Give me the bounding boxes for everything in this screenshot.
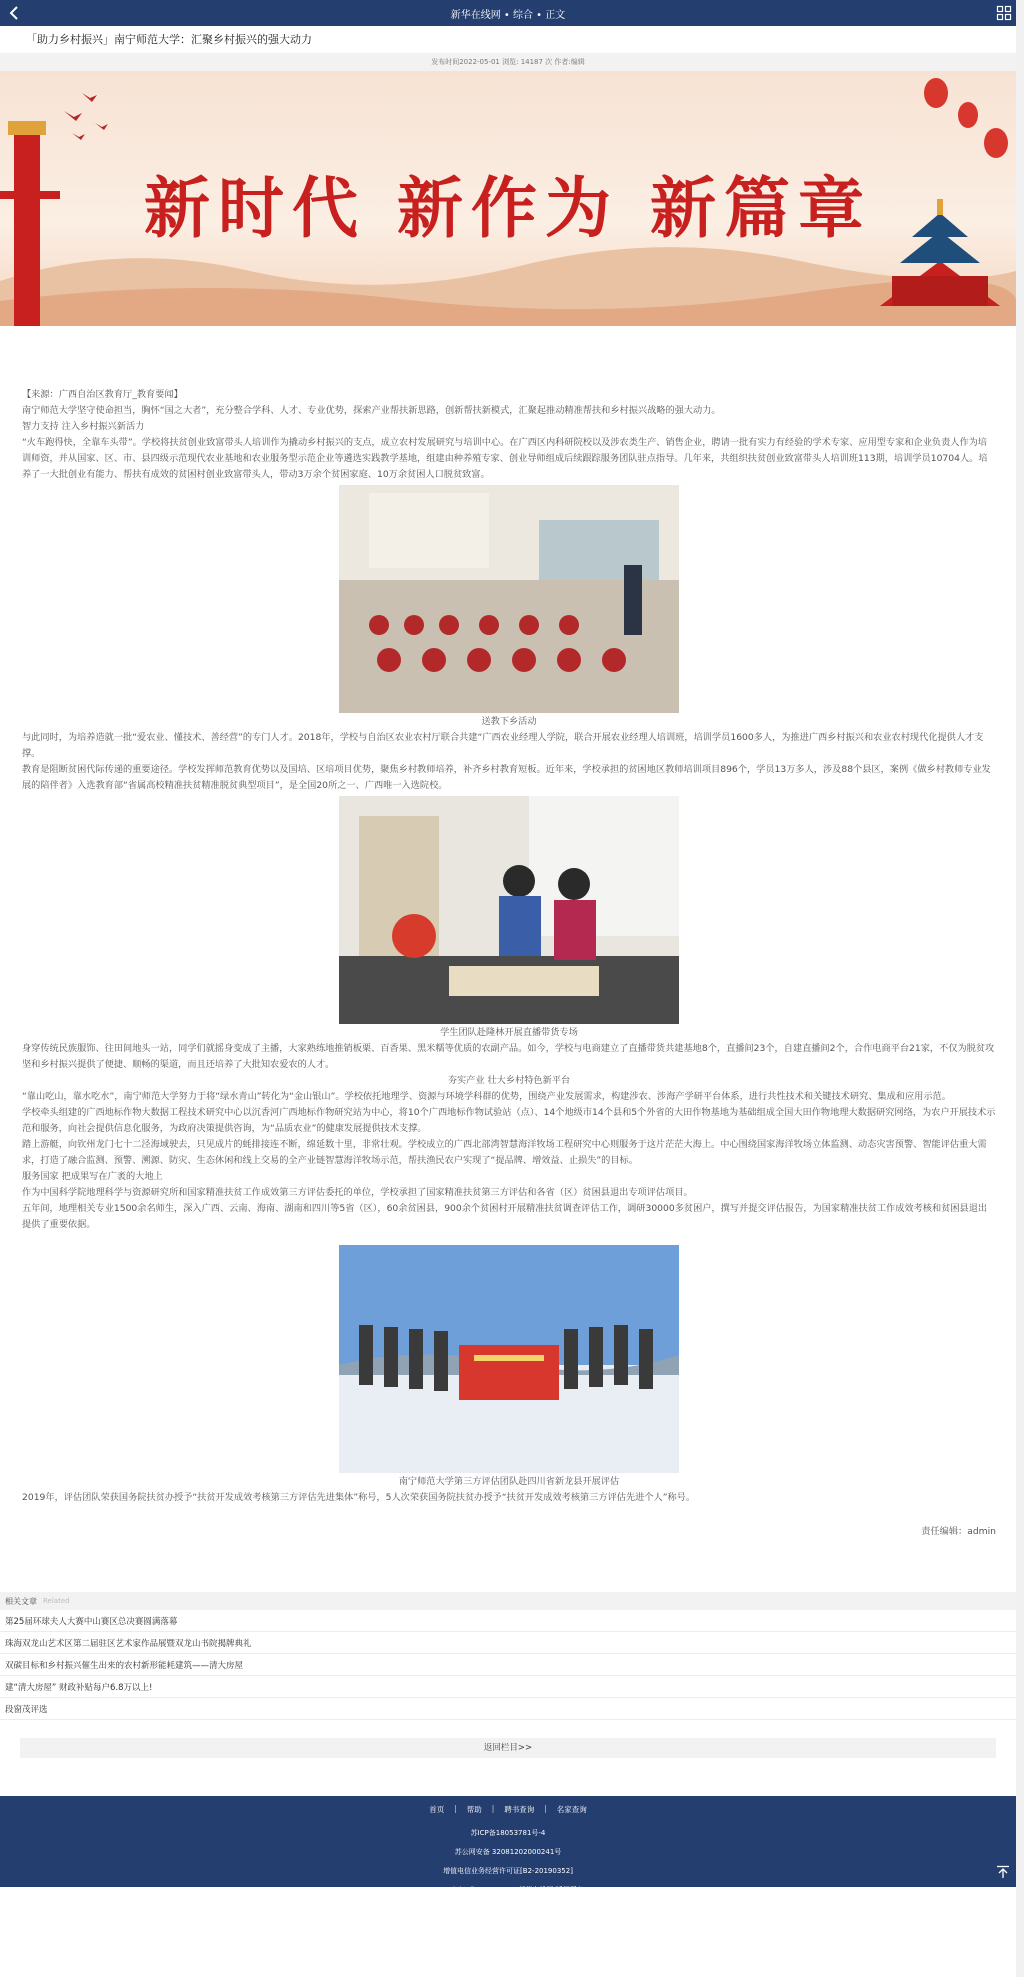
breadcrumb: 新华在线网 • 综合 • 正文 <box>450 9 566 21</box>
article-paragraph: “火车跑得快，全靠车头带”。学校将扶贫创业致富带头人培训作为撬动乡村振兴的支点，成立农村发展研究与培训中心。在广西区内科研院校以及涉农类生产、销售企业，聘请一批有实力有经验的学术专家、应用型专家和企业负责人作为培训师资，并从国家、区、市、县四级示范现代农业基地和农业服务型示范企业等遴选实践教学基地，组建由种养殖专家、创业导师组成后续跟踪服务团队驻点指导。几年来，共组织扶贫创业致富带头人培训班113期，培训学员10704人。培养了一大批创业有能力、帮扶有成效的贫困村创业致富带头人，带动3万余个贫困家庭、10万余贫困人口脱贫致富。 <box>22 437 988 480</box>
icp-number[interactable]: 苏ICP备18053781号-4 <box>470 1829 546 1837</box>
footer-link[interactable]: 名家查询 <box>556 1805 587 1814</box>
banner-image <box>0 71 1016 326</box>
footer-links <box>0 1804 1016 1815</box>
footer-separator: | <box>544 1804 547 1813</box>
chevron-left-icon[interactable] <box>6 5 22 21</box>
article-paragraph: 与此同时，为培养造就一批“爱农业、懂技术、善经营”的专门人才。2018年，学校与自治区农业农村厅联合共建“广西农业经理人学院，联合开展农业经理人培训班，培训学员1600多人，为推进广西乡村振兴和农业农村现代化提供人才支撑。 <box>22 732 984 759</box>
related-article-link[interactable]: 珠海双龙山艺术区第二届驻区艺术家作品展暨双龙山书院揭牌典礼 <box>0 1632 1016 1654</box>
article-paragraph: 作为中国科学院地理科学与资源研究所和国家精准扶贫工作成效第三方评估委托的单位，学校承担了国家精准扶贫第三方评估和各省（区）贫困县退出专项评估项目。 <box>22 1187 693 1198</box>
grid-icon[interactable] <box>996 5 1012 21</box>
footer-separator: | <box>491 1804 495 1813</box>
footer-link[interactable]: 帮助 <box>466 1805 482 1814</box>
related-article-link[interactable]: 双碳目标和乡村振兴催生出来的农村新形能耗建筑——清大房屋 <box>0 1654 1016 1676</box>
editor-credit: 责任编辑：admin <box>921 1526 996 1537</box>
snow-team-photo <box>339 1245 679 1473</box>
banner-slogan: 新时代 新作为 新篇章 <box>144 169 872 247</box>
footer-link[interactable]: 聘书查询 <box>504 1805 535 1814</box>
article-paragraph: 智力支持 注入乡村振兴新活力 <box>22 421 145 432</box>
section-subheading: 夯实产业 壮大乡村特色新平台 <box>447 1075 571 1086</box>
related-header <box>0 1592 1016 1610</box>
article-paragraph: 五年间，地理相关专业1500余名师生，深入广西、云南、海南、湖南和四川等5省（区），60余贫困县，900余个贫困村开展精准扶贫调查评估工作，调研30000多贫困户，撰写并提交评估报告，为国家精准扶贫工作成效考核和贫困县退出提供了重要依据。 <box>22 1203 988 1230</box>
article-meta: 发布时间2022-05-01 浏览: 14187 次 作者:编辑 <box>0 53 1016 71</box>
photo-caption-2: 学生团队赴隆林开展直播带货专场 <box>440 1027 578 1038</box>
article-paragraph: 教育是阻断贫困代际传递的重要途径。学校发挥师范教育优势以及国培、区培项目优势，聚焦乡村教师培养，补齐乡村教育短板。近年来，学校承担的贫困地区教师培训项目896个，学员13万多人，涉及88个县区，案例《做乡村教师专业发展的陪伴者》入选教育部“省属高校精准扶贫精准脱贫典型项目”，是全国20所之一、广西唯一入选院校。 <box>22 764 991 791</box>
article-paragraph: 身穿传统民族服饰、往田间地头一站，同学们就摇身变成了主播，大家熟练地推销板栗、百香果、黑米糯等优质的农副产品。如今，学校与电商建立了直播带货共建基地8个，直播间23个，自建直播间2个，合作电商平台21家，不仅为脱贫攻坚和乡村振兴提供了便捷、顺畅的渠道，而且还培养了大批知农爱农的人才。 <box>22 1043 995 1070</box>
article-paragraph: 服务国家 把成果写在广袤的大地上 <box>22 1171 163 1182</box>
footer-separator: | <box>454 1804 457 1813</box>
related-article-link[interactable]: 建“清大房屋” 财政补贴每户6.8万以上! <box>0 1676 1016 1698</box>
police-record[interactable]: 苏公网安备 32081202000241号 <box>454 1848 562 1856</box>
related-title: 相关文章 <box>5 1596 37 1606</box>
article-paragraph: 踏上游艇，向钦州龙门七十二泾海域驶去，只见成片的蚝排接连不断，绵延数十里，非常壮观。学校成立的广西北部湾智慧海洋牧场工程研究中心则服务于这片茫茫大海上。中心围绕国家海洋牧场立体监测、动态灾害预警、智能评估重大需求，打造了融合监测、预警、溯源、防灾、生态休闲和线上交易的全产业链智慧海洋牧场示范，帮扶渔民农户实现了“提品牌、增效益、止损失”的目标。 <box>22 1139 987 1166</box>
related-articles <box>0 1592 1016 1758</box>
article-body <box>0 326 1016 1540</box>
telecom-license: 增值电信业务经营许可证[B2-20190352] <box>443 1867 573 1875</box>
article-paragraph: “靠山吃山，靠水吃水”，南宁师范大学努力于将“绿水青山”转化为“金山银山”。学校依托地理学、资源与环境学科群的优势，围绕产业发展需求，构建涉农、涉海产学研平台体系，进行共性技术和关键技术研究、集成和应用示范。 <box>22 1091 951 1102</box>
page-title: 「助力乡村振兴」南宁师范大学：汇聚乡村振兴的强大动力 <box>26 33 312 46</box>
footer <box>0 1796 1016 1894</box>
footer-link[interactable]: 首页 <box>429 1805 445 1814</box>
classroom-photo <box>339 485 679 713</box>
related-list <box>0 1610 1016 1720</box>
related-article-link[interactable]: 第25届环球夫人大赛中山赛区总决赛圆满落幕 <box>0 1610 1016 1632</box>
related-subtitle: Related <box>43 1597 70 1605</box>
related-article-link[interactable]: 段窗茂评选 <box>0 1698 1016 1720</box>
top-bar <box>0 0 1016 26</box>
copyright: Copyright © 2018-2023 新华在线网 版权所有 <box>432 1886 584 1894</box>
photo-caption-3: 南宁师范大学第三方评估团队赴四川省新龙县开展评估 <box>398 1476 620 1487</box>
back-to-column-button[interactable]: 返回栏目>> <box>20 1738 996 1758</box>
article-paragraph: 南宁师范大学坚守使命担当，胸怀“国之大者”，充分整合学科、人才、专业优势，探索产业帮扶新思路，创新帮扶新模式，汇聚起推动精准帮扶和乡村振兴战略的强大动力。 <box>22 405 721 416</box>
scrollbar[interactable] <box>1016 0 1024 1977</box>
arrow-up-icon[interactable] <box>996 1865 1010 1879</box>
livestream-photo <box>339 796 679 1024</box>
photo-caption-1: 送教下乡活动 <box>481 716 537 727</box>
article-paragraph: 【来源：广西自治区教育厅_教育要闻】 <box>22 389 183 400</box>
article-paragraph: 学校牵头组建的广西地标作物大数据工程技术研究中心以沉香河广西地标作物研究站为中心，将10个广西地标作物试验站（点）、14个地级市14个县和5个外省的大田作物基地为基础组成全国大田作物地理大数据研究网络，为农户开展技术示范和服务，向社会提供信息化服务，为政府决策提供咨询，为“品质农业”的健康发展提供技术支撑。 <box>22 1107 996 1134</box>
article-paragraph: 2019年，评估团队荣获国务院扶贫办授予“扶贫开发成效考核第三方评估先进集体”称号，5人次荣获国务院扶贫办授予“扶贫开发成效考核第三方评估先进个人”称号。 <box>22 1492 696 1503</box>
